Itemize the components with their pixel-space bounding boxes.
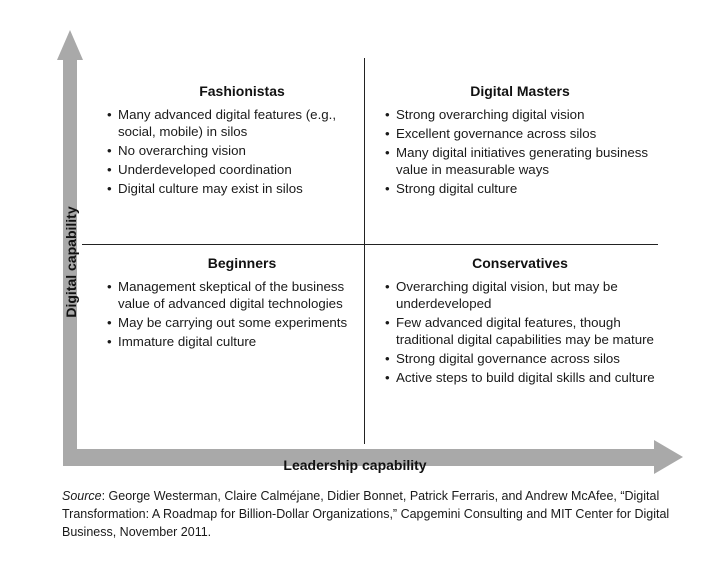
list-item: • May be carrying out some experiments — [107, 314, 377, 331]
quadrant-beginners — [107, 255, 377, 352]
source-text: : George Westerman, Claire Calméjane, Didier Bonnet, Patrick Ferraris, and Andrew McAfee, “Digital Transformation: A Roadmap for Billion-Dollar Organizations,” Capgemini Consulting and MIT Center for Digital Business, November 2011. — [62, 489, 670, 539]
list-item: • Active steps to build digital skills and culture — [385, 369, 655, 386]
horizontal-divider — [82, 244, 658, 245]
quadrant-digital-masters — [385, 83, 655, 199]
quadrant-title: Digital Masters — [470, 83, 570, 99]
list-item: • Underdeveloped coordination — [107, 161, 377, 178]
bullet-list — [107, 278, 377, 350]
list-item: • Digital culture may exist in silos — [107, 180, 377, 197]
list-item: • No overarching vision — [107, 142, 377, 159]
bullet-list — [107, 106, 377, 197]
bullet-list — [385, 106, 655, 197]
list-item: • Strong digital governance across silos — [385, 350, 655, 367]
list-item: • Strong overarching digital vision — [385, 106, 655, 123]
quadrant-conservatives — [385, 255, 655, 388]
list-item: • Management skeptical of the business value of advanced digital technologies — [107, 278, 377, 312]
source-label: Source — [62, 489, 102, 503]
list-item: • Many advanced digital features (e.g., social, mobile) in silos — [107, 106, 377, 140]
y-axis-label: Digital capability — [63, 206, 79, 318]
quadrant-title: Fashionistas — [199, 83, 285, 99]
quadrant-title: Beginners — [207, 255, 277, 271]
list-item: • Many digital initiatives generating business value in measurable ways — [385, 144, 655, 178]
source-citation — [62, 487, 702, 541]
quadrant-title: Conservatives — [472, 255, 568, 271]
list-item: • Strong digital culture — [385, 180, 655, 197]
list-item: • Excellent governance across silos — [385, 125, 655, 142]
quadrant-fashionistas — [107, 83, 377, 199]
list-item: • Overarching digital vision, but may be underdeveloped — [385, 278, 655, 312]
list-item: • Few advanced digital features, though traditional digital capabilities may be mature — [385, 314, 655, 348]
bullet-list — [385, 278, 655, 386]
list-item: • Immature digital culture — [107, 333, 377, 350]
x-axis-label: Leadership capability — [283, 457, 427, 473]
